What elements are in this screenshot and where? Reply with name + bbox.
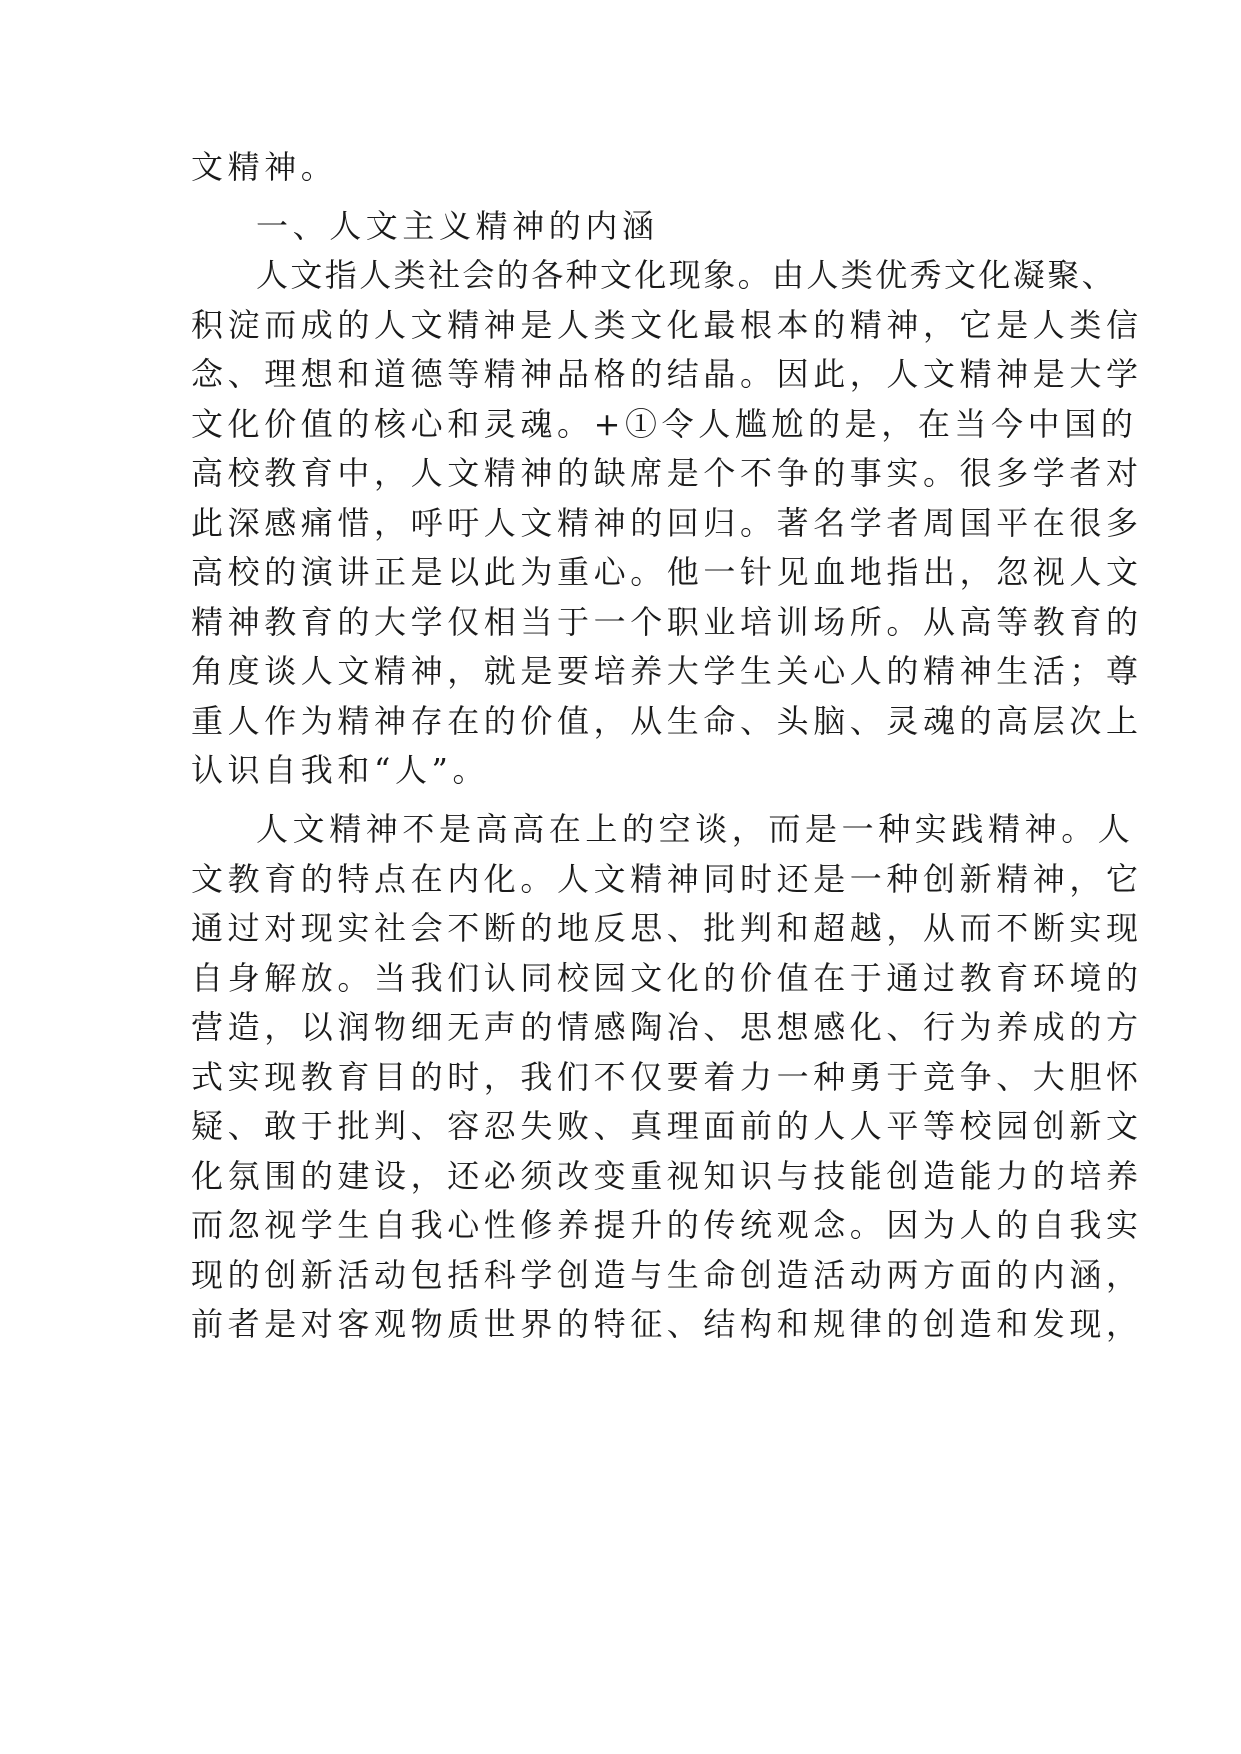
- paragraph-line: 文教育的特点在内化。人文精神同时还是一种创新精神，它: [191, 860, 1143, 898]
- paragraph-line: 化氛围的建设，还必须改变重视知识与技能创造能力的培养: [191, 1157, 1143, 1195]
- paragraph-line: 认识自我和“人”。: [191, 751, 490, 789]
- paragraph-line: 人文精神不是高高在上的空谈，而是一种实践精神。人: [256, 810, 1135, 848]
- section-heading: 一、人文主义精神的内涵: [256, 207, 659, 245]
- paragraph-line: 念、理想和道德等精神品格的结晶。因此，人文精神是大学: [191, 355, 1143, 393]
- paragraph-line: 通过对现实社会不断的地反思、批判和超越，从而不断实现: [191, 909, 1143, 947]
- paragraph-line: 自身解放。当我们认同校园文化的价值在于通过教育环境的: [191, 959, 1143, 997]
- paragraph-line: 此深感痛惜，呼吁人文精神的回归。著名学者周国平在很多: [191, 504, 1143, 542]
- paragraph-line: 高校教育中，人文精神的缺席是个不争的事实。很多学者对: [191, 454, 1143, 492]
- paragraph-line: 精神教育的大学仅相当于一个职业培训场所。从高等教育的: [191, 603, 1143, 641]
- paragraph-line: 积淀而成的人文精神是人类文化最根本的精神，它是人类信: [191, 306, 1143, 344]
- paragraph-line: 人文指人类社会的各种文化现象。由人类优秀文化凝聚、: [256, 256, 1117, 294]
- paragraph-line: 重人作为精神存在的价值，从生命、头脑、灵魂的高层次上: [191, 702, 1143, 740]
- paragraph-line: 营造，以润物细无声的情感陶冶、思想感化、行为养成的方: [191, 1008, 1143, 1046]
- paragraph-line: 疑、敢于批判、容忍失败、真理面前的人人平等校园创新文: [191, 1107, 1143, 1145]
- paragraph-line: 前者是对客观物质世界的特征、结构和规律的创造和发现，: [191, 1305, 1143, 1343]
- paragraph-line: 式实现教育目的时，我们不仅要着力一种勇于竞争、大胆怀: [191, 1058, 1143, 1096]
- paragraph-line: 文化价值的核心和灵魂。+①令人尴尬的是，在当今中国的: [191, 405, 1138, 443]
- paragraph-line: 而忽视学生自我心性修养提升的传统观念。因为人的自我实: [191, 1206, 1143, 1244]
- paragraph-line: 现的创新活动包括科学创造与生命创造活动两方面的内涵，: [191, 1256, 1143, 1294]
- paragraph-line: 文精神。: [191, 148, 338, 186]
- paragraph-line: 高校的演讲正是以此为重心。他一针见血地指出，忽视人文: [191, 553, 1143, 591]
- paragraph-line: 角度谈人文精神，就是要培养大学生关心人的精神生活；尊: [191, 652, 1143, 690]
